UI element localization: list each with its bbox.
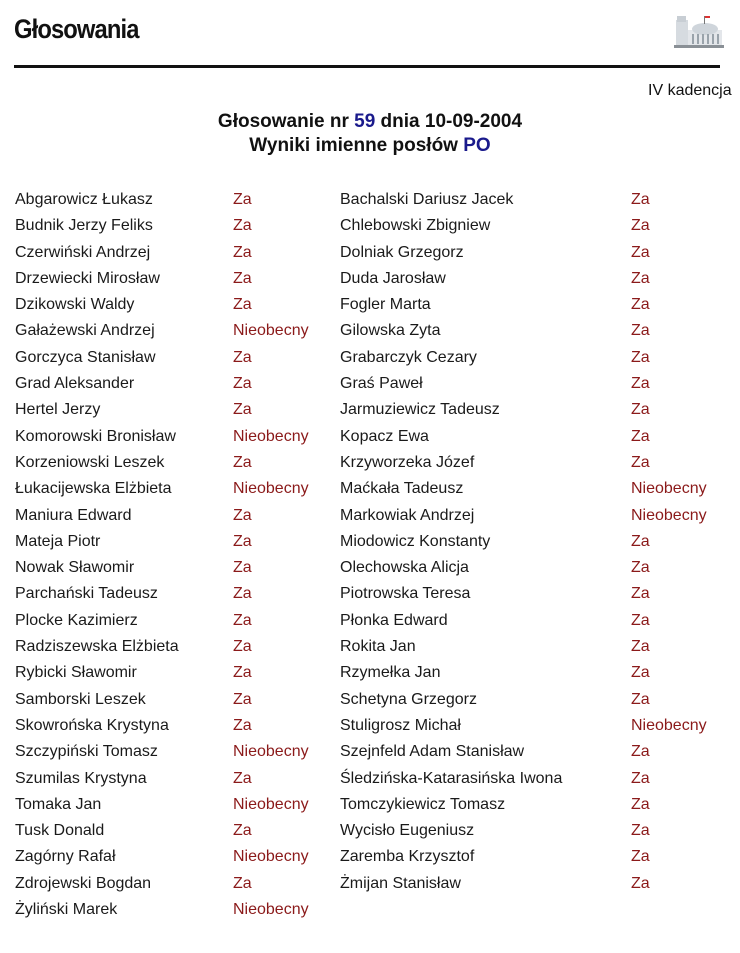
vote-result: Za: [631, 559, 650, 577]
vote-title: [0, 110, 740, 134]
vote-result: Nieobecny: [233, 480, 309, 498]
deputy-name: Grabarczyk Cezary: [340, 348, 477, 366]
vote-result: Za: [631, 874, 650, 892]
deputy-name: Korzeniowski Leszek: [15, 453, 165, 471]
deputy-name: Miodowicz Konstanty: [340, 532, 491, 550]
vote-result: Za: [631, 611, 650, 629]
vote-result: Za: [631, 795, 650, 813]
deputy-name: Tomczykiewicz Tomasz: [340, 795, 506, 813]
vote-result: Za: [631, 296, 650, 314]
vote-result: Za: [631, 743, 650, 761]
vote-result: Nieobecny: [631, 480, 707, 498]
results-subtitle-prefix: Wyniki imienne posłów: [249, 135, 464, 156]
vote-result: Za: [631, 322, 650, 340]
term-label: IV kadencja: [648, 82, 732, 99]
deputy-name: Krzyworzeka Józef: [340, 453, 475, 471]
vote-result: Za: [631, 453, 650, 471]
vote-result: Za: [233, 822, 252, 840]
deputy-name: Wycisło Eugeniusz: [340, 822, 475, 840]
deputy-name: Abgarowicz Łukasz: [15, 191, 153, 208]
deputy-name: Hertel Jerzy: [15, 401, 101, 419]
vote-result: Za: [631, 690, 650, 708]
vote-result: Za: [631, 217, 650, 235]
deputy-name: Maniura Edward: [15, 506, 132, 524]
vote-result: Za: [233, 191, 252, 208]
vote-result: Za: [631, 427, 650, 445]
deputy-name: Parchański Tadeusz: [15, 585, 158, 603]
deputy-name: Rzymełka Jan: [340, 664, 441, 682]
deputy-name: Nowak Sławomir: [15, 559, 135, 577]
deputy-name: Gałażewski Andrzej: [15, 322, 155, 340]
vote-result: Za: [631, 769, 650, 787]
deputy-name: Szejnfeld Adam Stanisław: [340, 743, 525, 761]
vote-result: Za: [631, 585, 650, 603]
deputy-name: Szczypiński Tomasz: [15, 743, 158, 761]
page-header: [0, 0, 720, 70]
vote-result: Za: [233, 269, 252, 287]
deputy-name: Stuligrosz Michał: [340, 716, 461, 734]
deputy-name: Gilowska Zyta: [340, 322, 441, 340]
deputy-name: Szumilas Krystyna: [15, 769, 147, 787]
vote-result: Za: [631, 269, 650, 287]
vote-result: Za: [233, 532, 252, 550]
deputy-name: Graś Paweł: [340, 375, 423, 393]
vote-result: Za: [233, 690, 252, 708]
deputy-name: Łukacijewska Elżbieta: [15, 480, 172, 498]
vote-result: Za: [233, 874, 252, 892]
deputy-name: Zdrojewski Bogdan: [15, 874, 152, 892]
deputy-name: Grad Aleksander: [15, 375, 135, 393]
deputy-name: Fogler Marta: [340, 296, 431, 314]
vote-result: Za: [233, 348, 252, 366]
deputy-name: Tomaka Jan: [15, 795, 102, 813]
vote-result: Nieobecny: [233, 743, 309, 761]
deputy-name: Markowiak Andrzej: [340, 506, 475, 524]
deputy-name: Rybicki Sławomir: [15, 664, 137, 682]
deputy-name: Plocke Kazimierz: [15, 611, 138, 629]
vote-result: Za: [233, 559, 252, 577]
vote-result: Nieobecny: [233, 427, 309, 445]
deputy-name: Zagórny Rafał: [15, 848, 116, 866]
vote-result: Za: [233, 664, 252, 682]
deputy-name: Żmijan Stanisław: [340, 874, 461, 892]
vote-result: Za: [631, 532, 650, 550]
vote-result: Za: [631, 638, 650, 656]
deputy-name: Płonka Edward: [340, 611, 448, 629]
deputy-name: Chlebowski Zbigniew: [340, 217, 491, 235]
deputy-name: Mateja Piotr: [15, 532, 101, 550]
vote-result: Za: [233, 769, 252, 787]
deputy-name: Budnik Jerzy Feliks: [15, 217, 153, 235]
results-subtitle: [0, 134, 740, 158]
vote-result: Za: [233, 638, 252, 656]
deputy-name: Schetyna Grzegorz: [340, 690, 477, 708]
vote-result: Za: [631, 191, 650, 208]
deputy-name: Drzewiecki Mirosław: [15, 269, 160, 287]
vote-result: Za: [631, 401, 650, 419]
site-title[interactable]: Głosowania: [14, 14, 139, 44]
vote-result: Nieobecny: [233, 848, 309, 866]
vote-result: Nieobecny: [631, 716, 707, 734]
vote-result: Za: [233, 375, 252, 393]
deputy-name: Piotrowska Teresa: [340, 585, 471, 603]
deputy-name: Samborski Leszek: [15, 690, 146, 708]
deputy-name: Bachalski Dariusz Jacek: [340, 191, 514, 208]
vote-result: Za: [233, 611, 252, 629]
sejm-building-icon[interactable]: [674, 12, 724, 50]
page-heading: [0, 110, 740, 158]
deputy-name: Duda Jarosław: [340, 269, 446, 287]
party-name: PO: [463, 135, 491, 156]
deputy-name: Tusk Donald: [15, 822, 105, 840]
deputy-name: Jarmuziewicz Tadeusz: [340, 401, 500, 419]
deputy-name: Rokita Jan: [340, 638, 416, 656]
deputy-name: Żyliński Marek: [15, 901, 118, 919]
vote-result: Za: [233, 716, 252, 734]
vote-result: Za: [631, 848, 650, 866]
vote-result: Za: [233, 243, 252, 261]
vote-date: dnia 10-09-2004: [375, 111, 523, 132]
vote-result: Nieobecny: [233, 322, 309, 340]
vote-result: Za: [233, 296, 252, 314]
deputy-name: Kopacz Ewa: [340, 427, 429, 445]
vote-result: Nieobecny: [233, 901, 309, 919]
vote-result: Za: [631, 375, 650, 393]
vote-number: 59: [354, 111, 376, 132]
vote-result: Za: [631, 822, 650, 840]
deputy-name: Komorowski Bronisław: [15, 427, 176, 445]
vote-result: Za: [233, 453, 252, 471]
deputy-name: Olechowska Alicja: [340, 559, 469, 577]
deputy-name: Gorczyca Stanisław: [15, 348, 156, 366]
vote-result: Nieobecny: [631, 506, 707, 524]
vote-result: Za: [631, 243, 650, 261]
deputy-name: Maćkała Tadeusz: [340, 480, 464, 498]
vote-title-prefix: Głosowanie nr: [217, 111, 355, 132]
vote-result: Za: [233, 217, 252, 235]
vote-result: Nieobecny: [233, 795, 309, 813]
deputy-name: Śledzińska-Katarasińska Iwona: [340, 769, 563, 787]
vote-result: Za: [233, 585, 252, 603]
deputy-name: Radziszewska Elżbieta: [15, 638, 179, 656]
vote-result: Za: [631, 348, 650, 366]
deputy-name: Czerwiński Andrzej: [15, 243, 151, 261]
vote-result: Za: [233, 506, 252, 524]
deputy-name: Dolniak Grzegorz: [340, 243, 464, 261]
vote-result: Za: [233, 401, 252, 419]
header-divider: [14, 65, 720, 68]
deputy-name: Skowrońska Krystyna: [15, 716, 169, 734]
deputy-name: Dzikowski Waldy: [15, 296, 135, 314]
deputy-name: Zaremba Krzysztof: [340, 848, 475, 866]
vote-result: Za: [631, 664, 650, 682]
